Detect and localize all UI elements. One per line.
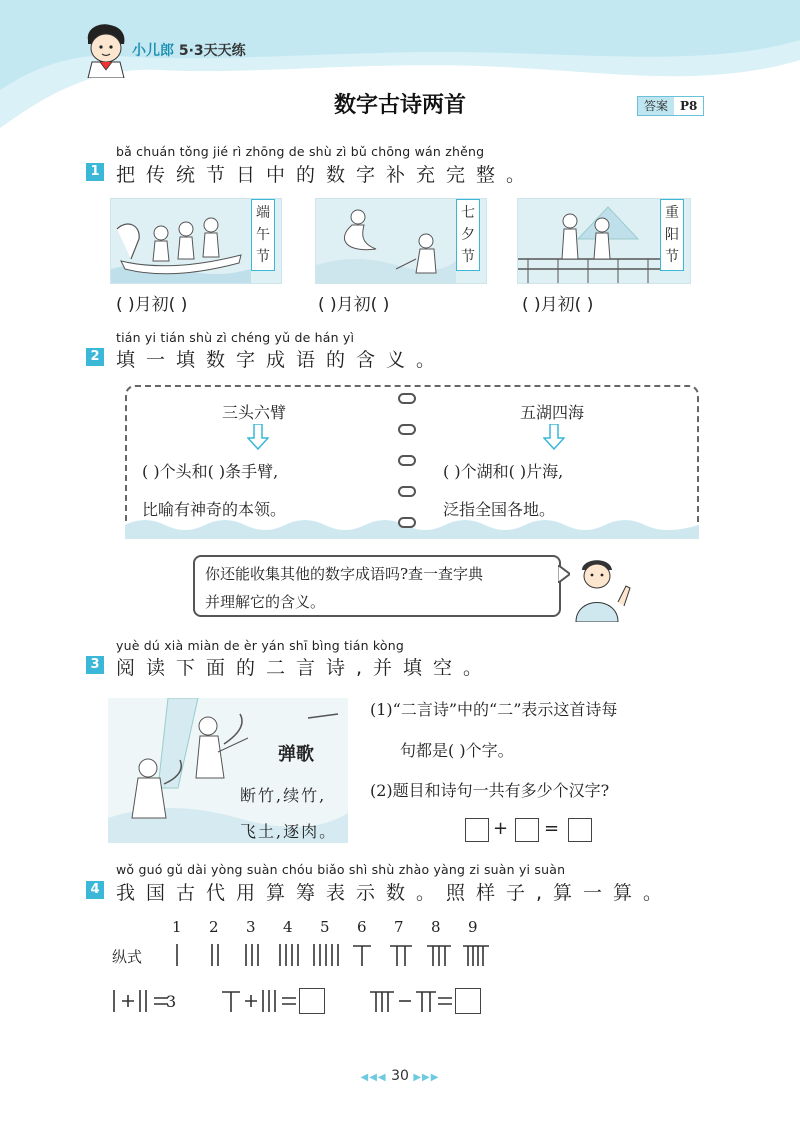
idiom-left-line2: 比喻有神奇的本领。 <box>142 500 287 519</box>
page-title: 数字古诗两首 <box>333 93 466 118</box>
equals-sign: = <box>544 818 560 839</box>
rod-digit: 5 <box>320 918 330 936</box>
festival-tag-duanwu: 端午节 <box>251 199 275 271</box>
tip-speech-bubble <box>193 555 561 617</box>
idiom-right-title: 五湖四海 <box>520 403 585 422</box>
q4-number: 4 <box>86 881 104 899</box>
arrow-down-icon <box>247 424 269 450</box>
left-arrows-icon: ◀◀◀ <box>360 1072 387 1083</box>
student-boy-icon <box>566 556 636 622</box>
poem-title: 弹歌 <box>278 744 314 765</box>
q3-text: 阅读下面的二言诗,并填空。 <box>116 657 494 679</box>
rod-digit: 1 <box>172 918 182 936</box>
counting-rods-vertical <box>170 942 490 968</box>
answer-label: 答案 <box>638 97 674 115</box>
mountain-climbing-icon <box>518 199 660 283</box>
answer-box[interactable] <box>455 988 481 1014</box>
idiom-left-line1[interactable]: ( )个头和( )条手臂, <box>142 462 279 481</box>
right-arrows-icon: ▶▶▶ <box>413 1072 440 1083</box>
festival-blank-duanwu[interactable]: ( )月初( ) <box>116 295 188 315</box>
binding-rings <box>398 393 416 528</box>
dragon-boat-icon <box>111 199 251 283</box>
q2-pinyin: tián yi tián shù zì chéng yǔ de hán yì <box>116 330 355 345</box>
festival-tag-qixi: 七夕节 <box>456 199 480 271</box>
rod-digit: 3 <box>246 918 256 936</box>
q3-sub1-line1: (1)“二言诗”中的“二”表示这首诗每 <box>370 700 618 719</box>
q4-text: 我国古代用算筹表示数。照样子,算一算。 <box>116 882 674 904</box>
q3-sub1-line2[interactable]: 句都是( )个字。 <box>400 741 514 760</box>
rod-expression-3 <box>368 988 452 1014</box>
q3-sub2: (2)题目和诗句一共有多少个汉字? <box>370 781 610 800</box>
poem-line2: 飞土,逐肉。 <box>240 822 338 841</box>
rod-row-label: 纵式 <box>112 948 143 966</box>
q2-number: 2 <box>86 348 104 366</box>
q3-number: 3 <box>86 656 104 674</box>
rod-digit: 8 <box>431 918 441 936</box>
rod-digit: 7 <box>394 918 404 936</box>
example-result: 3 <box>166 992 177 1011</box>
rod-digit: 6 <box>357 918 367 936</box>
festival-tag-chongyang: 重阳节 <box>660 199 684 271</box>
rod-expression-2 <box>220 988 298 1014</box>
q4-pinyin: wǒ guó gǔ dài yòng suàn chóu biǎo shì shù zhào yàng zi suàn yi suàn <box>116 862 566 877</box>
idiom-left-title: 三头六臂 <box>222 403 287 422</box>
answer-box[interactable] <box>568 818 592 842</box>
q2-text: 填一填数字成语的含义。 <box>116 349 447 371</box>
festival-blank-qixi[interactable]: ( )月初( ) <box>318 295 390 315</box>
festival-image-chongyang <box>517 198 691 284</box>
rod-digit: 2 <box>209 918 219 936</box>
poem-line1: 断竹,续竹, <box>240 786 327 805</box>
rod-digit-row <box>172 918 492 938</box>
answer-page: P8 <box>680 99 698 113</box>
tip-line2: 并理解它的含义。 <box>205 593 326 611</box>
q1-number: 1 <box>86 163 104 181</box>
plus-sign: + <box>493 818 509 839</box>
answer-box[interactable] <box>465 818 489 842</box>
mascot-boy-icon <box>80 22 130 78</box>
tip-line1: 你还能收集其他的数字成语吗?查一查字典 <box>205 565 484 583</box>
answer-reference <box>637 96 704 116</box>
rod-expression-example <box>110 988 170 1014</box>
q1-text: 把传统节日中的数字补充完整。 <box>116 164 537 186</box>
brand-series: 5·3天天练 <box>178 43 246 59</box>
idiom-right-line1[interactable]: ( )个湖和( )片海, <box>443 462 564 481</box>
cowherd-weaver-icon <box>316 199 456 283</box>
rod-digit: 4 <box>283 918 293 936</box>
idiom-right-line2: 泛指全国各地。 <box>443 500 556 519</box>
arrow-down-icon <box>543 424 565 450</box>
brand-name: 小儿郎 <box>132 43 174 59</box>
answer-box[interactable] <box>299 988 325 1014</box>
page-number <box>0 1068 800 1084</box>
brand-logo <box>132 40 246 60</box>
festival-blank-chongyang[interactable]: ( )月初( ) <box>522 295 594 315</box>
q1-pinyin: bǎ chuán tǒng jié rì zhōng de shù zì bǔ chōng wán zhěng <box>116 144 485 159</box>
rod-digit: 9 <box>468 918 478 936</box>
festival-image-duanwu <box>110 198 282 284</box>
answer-box[interactable] <box>515 818 539 842</box>
page-number-text: 30 <box>391 1068 409 1084</box>
festival-image-qixi <box>315 198 487 284</box>
q3-pinyin: yuè dú xià miàn de èr yán shī bìng tián kòng <box>116 638 405 653</box>
